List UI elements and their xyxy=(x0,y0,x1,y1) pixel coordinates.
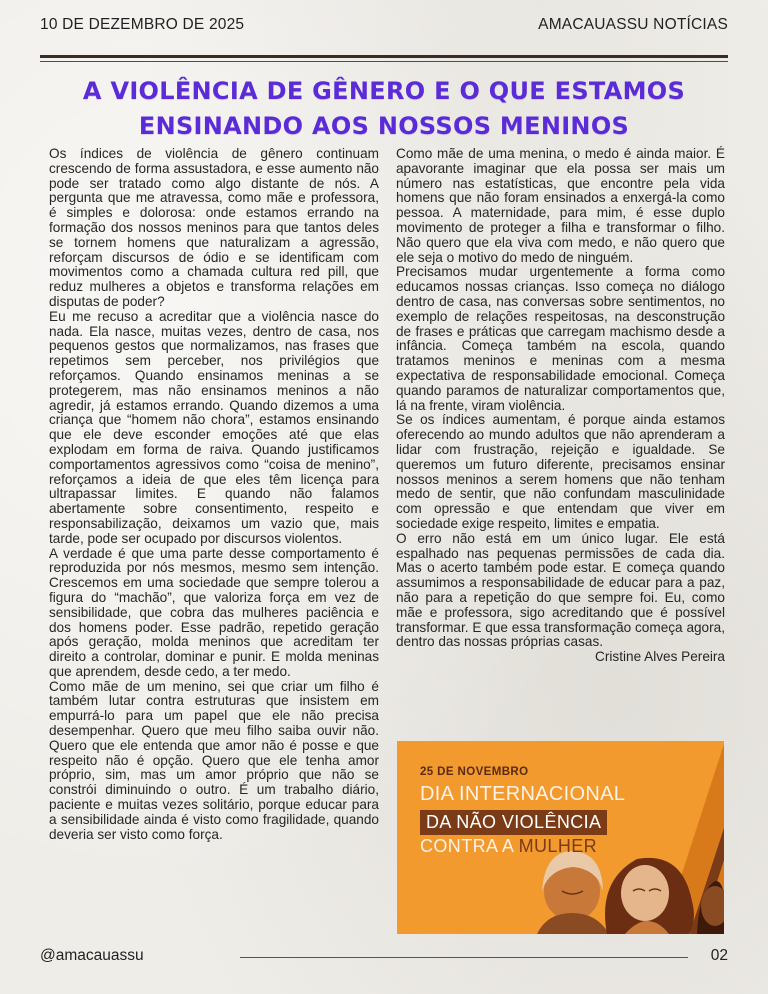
footer-rule xyxy=(240,957,688,958)
banner-line3-prefix: CONTRA A xyxy=(420,836,519,856)
paragraph: Os índices de violência de gênero continuam crescendo de forma assustadora, e esse aumento não pode ser tratado como algo distante de nós. A pergunta que me atravessa, como mãe e professora, é simples e dolorosa: onde estamos errando na formação dos nossos meninos para que tantos deles se tornem homens que naturalizam a agressão, reforçam discursos de ódio e se identificam com movimentos como a chamada cultura red pill, que reduz mulheres a objetos e transforma relações em disputas de poder? xyxy=(49,146,379,309)
banner-line3-emphasis: MULHER xyxy=(518,836,598,856)
header-rule xyxy=(40,55,728,58)
publication-name: AMACAUASSU NOTÍCIAS xyxy=(538,16,728,33)
page-number: 02 xyxy=(710,947,728,964)
header-rule-thin xyxy=(40,61,728,62)
article-column-left xyxy=(49,147,379,842)
article-title: A VIOLÊNCIA DE GÊNERO E O QUE ESTAMOS ENSINANDO AOS NOSSOS MENINOS xyxy=(82,77,686,140)
banner-heading-line1: DIA INTERNACIONAL xyxy=(420,783,626,805)
issue-date: 10 DE DEZEMBRO DE 2025 xyxy=(40,16,245,33)
paragraph: A verdade é que uma parte desse comportamento é reproduzida por nós mesmos, mesmo sem intenção. Crescemos em uma sociedade que sempre tolerou a figura do “machão”, que valoriza força em vez de sensibilidade, que cobra das mulheres paciência e dos homens poder. Esse padrão, repetido geração após geração, molda meninos que acreditam ter direito a controlar, dominar e punir. E molda meninas que aprendem, desde cedo, a ter medo. xyxy=(49,545,379,679)
banner-heading-line2: DA NÃO VIOLÊNCIA xyxy=(420,810,607,835)
campaign-banner xyxy=(397,741,724,934)
article-column-right xyxy=(396,147,725,665)
paragraph: Como mãe de um menino, sei que criar um filho é também lutar contra estruturas que insistem em empurrá-lo para um papel que ele não precisa desempenhar. Quero que meu filho saiba ouvir não. Quero que ele entenda que amor não é posse e que respeito não é opção. Quero que ele tenha amor próprio, sim, mas um amor próprio que não se constrói diminuindo o outro. É um trabalho diário, paciente e muitas vezes solitário, porque educar para a sensibilidade ainda é visto como fragilidade, quando deveria ser visto como força. xyxy=(49,678,379,842)
author-signature: Cristine Alves Pereira xyxy=(595,649,725,665)
banner-date: 25 DE NOVEMBRO xyxy=(420,766,529,778)
paragraph: Como mãe de uma menina, o medo é ainda maior. É apavorante imaginar que ela possa ser mais um número nas estatísticas, que encontre pela vida homens que não foram ensinados a enxergá-la como pessoa. A maternidade, para mim, é esse duplo movimento de proteger a filha e transformar o filho. Não quero que ela viva com medo, e não quero que ele seja o motivo do medo de ninguém. xyxy=(396,146,725,265)
paragraph: Precisamos mudar urgentemente a forma como educamos nossas crianças. Isso começa no diálogo dentro de casa, nas conversas sobre sentimentos, no exemplo de relações respeitosas, na desconstrução de frases e práticas que carregam machismo desde a infância. Começa também na escola, quando tratamos meninos e meninas com a mesma expectativa de responsabilidade emocional. Começa quando paramos de naturalizar comportamentos que, lá na frente, viram violência. xyxy=(396,264,725,413)
social-handle: @amacauassu xyxy=(40,947,144,964)
banner-heading-line3 xyxy=(420,836,597,857)
paragraph: O erro não está em um único lugar. Ele está espalhado nas pequenas permissões de cada dia. Mas o acerto também pode estar. E começa quando assumimos a responsabilidade de educar para a paz, não para a repetição do que sempre foi. Eu, como mãe e professora, sigo acreditando que é possível transformar. E que essa transformação começa agora, dentro das nossas próprias casas. xyxy=(396,530,725,650)
paragraph: Eu me recuso a acreditar que a violência nasce do nada. Ela nasce, muitas vezes, dentro de casa, nos pequenos gestos que normalizamos, nas frases que repetimos sem perceber, nos privilégios que reforçamos. Quando ensinamos meninas a se protegerem, mas não ensinamos meninos a não agredir, já estamos errando. Quando dizemos a uma criança que “homem não chora”, estamos ensinando que ele deve esconder emoções até que elas explodam em forma de raiva. Quando justificamos comportamentos agressivos como “coisa de menino”, reforçamos a ideia de que eles têm licença para ultrapassar limites. E quando não falamos abertamente sobre consentimento, respeito e responsabilização, deixamos um vazio que, mais tarde, pode ser ocupado por discursos violentos. xyxy=(49,308,379,546)
paragraph: Se os índices aumentam, é porque ainda estamos oferecendo ao mundo adultos que não aprenderam a lidar com frustração, rejeição e igualdade. Se queremos um futuro diferente, precisamos ensinar nossos meninos a serem homens que não tenham medo de sentir, que não confundam masculinidade com opressão e que entendam que viver em sociedade exige respeito, limites e empatia. xyxy=(396,412,725,531)
